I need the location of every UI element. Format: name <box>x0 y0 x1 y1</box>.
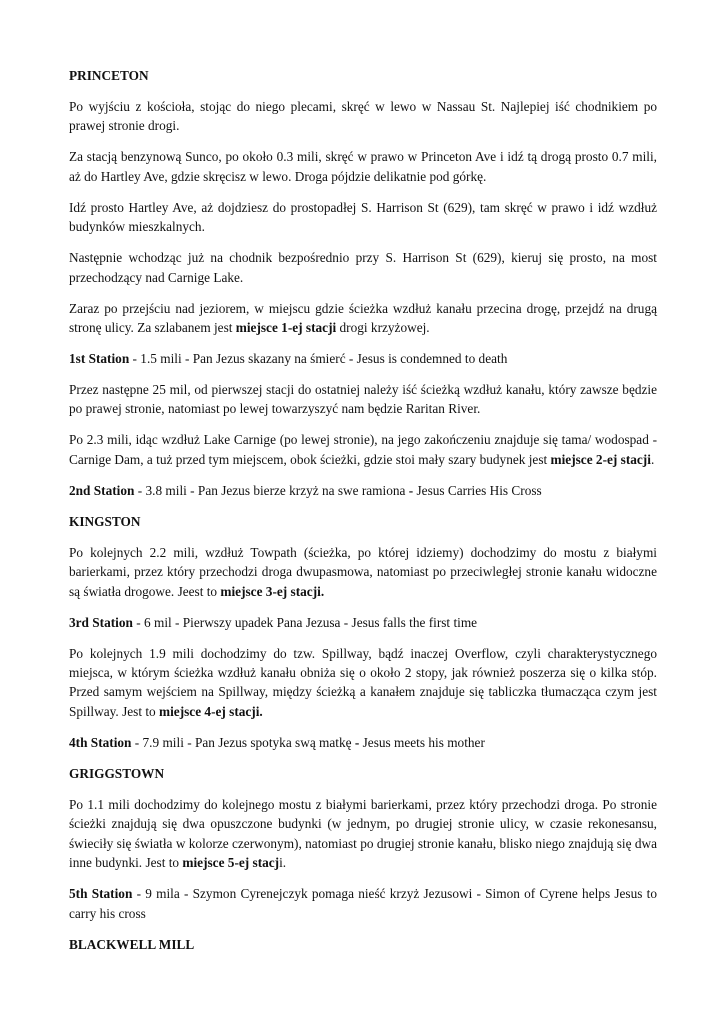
paragraph: Przez następne 25 mil, od pierwszej stacji do ostatniej należy iść ścieżką wzdłuż kanału, który zawsze będzie po prawej stronie, natomiast po lewej towarzyszyć nam będzie Raritan River. <box>69 382 657 417</box>
station-description: - 1.5 mili - Pan Jezus skazany na śmierć - Jesus is condemned to death <box>129 351 508 367</box>
station-line-5 <box>69 884 657 923</box>
section-heading-griggstown: GRIGGSTOWN <box>69 765 165 781</box>
paragraph: Następnie wchodząc już na chodnik bezpośrednio przy S. Harrison St (629), kieruj się prosto, na most przechodzący nad Carnige Lake. <box>69 250 657 285</box>
paragraph <box>69 543 657 601</box>
paragraph: Po wyjściu z kościoła, stojąc do niego plecami, skręć w lewo w Nassau St. Najlepiej iść chodnikiem po prawej stronie drogi. <box>69 99 657 134</box>
paragraph <box>69 299 657 338</box>
station-description: - 7.9 mili - Pan Jezus spotyka swą matkę <box>131 734 355 750</box>
station-label: 1st Station <box>69 351 130 367</box>
station-location-emphasis: miejsce 3-ej stacji. <box>220 583 325 599</box>
section-heading-blackwell-mill: BLACKWELL MILL <box>69 936 195 952</box>
station-label: 4th Station <box>69 734 132 750</box>
paragraph: Idź prosto Hartley Ave, aż dojdziesz do prostopadłej S. Harrison St (629), tam skręć w prawo i idź wzdłuż budynków mieszkalnych. <box>69 199 657 235</box>
paragraph-text: Po 1.1 mili dochodzimy do kolejnego mostu z białymi barierkami, przez który przechodzi droga. Po stronie ścieżki znajdują się dwa opuszczone budynki (w jednym, po drugiej stronie ulicy, w czasie rekonesansu, świeciły się światła w kolorze czerwonym), natomiast po drugiej stronie kanału, blisko niego znajdują się dwa inne budynki. Jest to <box>69 796 657 871</box>
station-line-3 <box>69 613 657 632</box>
station-location-emphasis: miejsce 2-ej stacji <box>550 451 651 467</box>
station-description-en: Jesus meets his mother <box>359 734 485 750</box>
station-description: - 9 mila - Szymon Cyrenejczyk pomaga nieść krzyż Jezusowi - Simon of Cyrene helps Jesus to carry his cross <box>69 886 657 921</box>
station-location-emphasis: miejsce 4-ej stacji. <box>159 703 263 719</box>
paragraph: Za stacją benzynową Sunco, po około 0.3 mili, skręć w prawo w Princeton Ave i idź tą drogą prosto 0.7 mili, aż do Hartley Ave, gdzie skręcisz w lewo. Droga pójdzie delikatnie pod górkę. <box>69 149 657 184</box>
section-heading-princeton: PRINCETON <box>69 68 149 83</box>
station-description-en: Jesus Carries His Cross <box>413 482 542 498</box>
paragraph-text: Po 2.3 mili, idąc wzdłuż Lake Carnige (po lewej stronie), na jego zakończeniu znajduje się tama/ wodospad - Carnige Dam, a tuż przed tym miejscem, obok ścieżki, gdzie stoi mały szary budynek jest <box>69 432 657 467</box>
paragraph-text: . <box>650 451 655 467</box>
station-location-emphasis: miejsce 5-ej stacj <box>182 855 280 871</box>
paragraph-text: Po kolejnych 1.9 mili dochodzimy do tzw. Spillway, bądź inaczej Overflow, czyli charakterystycznego miejsca, w którym ścieżka wzdłuż kanału obniża się o około 2 stopy, jak również poszerza się o kilka stóp. Przed samym wejściem na Spillway, między ścieżką a kanałem znajduje się tabliczka tłumacząca czym jest Spillway. Jest to <box>69 645 657 719</box>
station-dash: - <box>408 482 414 498</box>
station-line-1 <box>69 349 657 368</box>
paragraph-text: i. <box>279 855 287 871</box>
station-line-4 <box>69 733 657 752</box>
paragraph <box>69 644 657 722</box>
paragraph <box>69 795 657 873</box>
paragraph-text: Zaraz po przejściu nad jeziorem, w miejscu gdzie ścieżka wzdłuż kanału przecina drogę, przejdź na drugą stronę ulicy. Za szlabanem jest <box>69 300 657 336</box>
document-page <box>69 66 657 966</box>
station-dash: - <box>354 734 360 750</box>
paragraph-text: Po kolejnych 2.2 mili, wzdłuż Towpath (ścieżka, po której idziemy) dochodzimy do mostu z białymi barierkami, przez który przechodzi droga dwupasmowa, natomiast po przeciwległej stronie kanału widoczne są światła drogowe. Jeest to <box>69 544 657 599</box>
paragraph <box>69 430 657 469</box>
station-description: - 3.8 mili - Pan Jezus bierze krzyż na swe ramiona <box>134 482 409 498</box>
station-line-2 <box>69 481 657 500</box>
section-heading-kingston: KINGSTON <box>69 513 141 529</box>
station-location-emphasis: miejsce 1-ej stacji <box>235 320 337 336</box>
station-label: 2nd Station <box>69 482 135 498</box>
station-description: - 6 mil - Pierwszy upadek Pana Jezusa - Jesus falls the first time <box>132 614 478 630</box>
station-label: 5th Station <box>69 886 133 902</box>
paragraph-text: drogi krzyżowej. <box>336 320 430 336</box>
station-label: 3rd Station <box>69 614 133 630</box>
